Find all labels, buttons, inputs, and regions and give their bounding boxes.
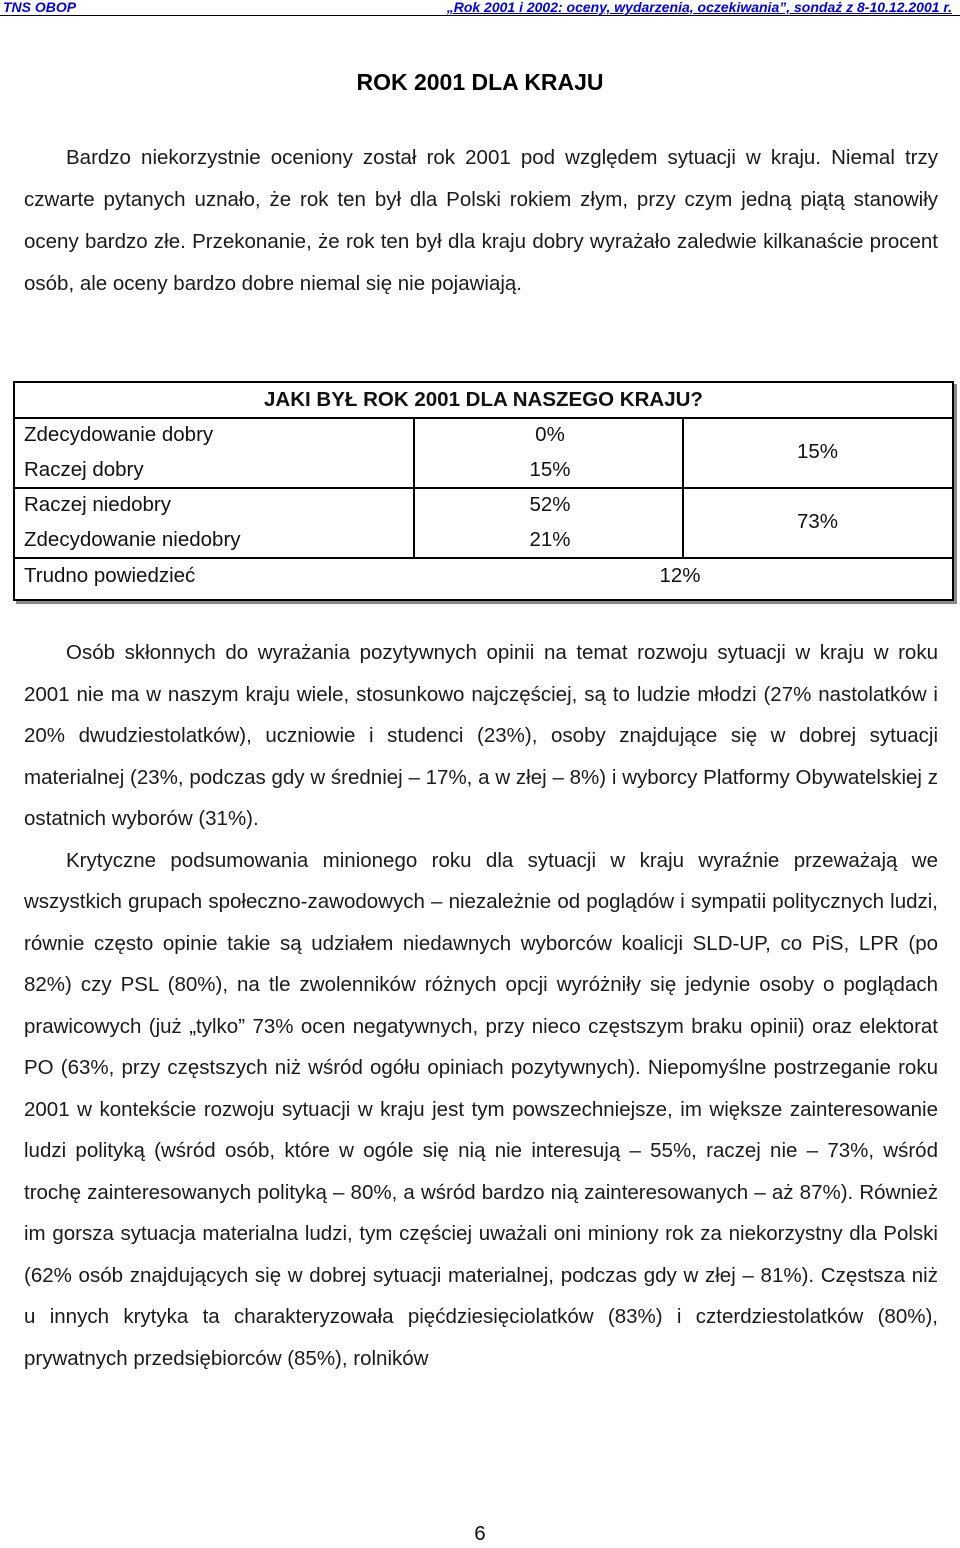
row-label: Raczej dobry — [24, 458, 144, 481]
row-label: Raczej niedobry — [24, 493, 171, 516]
header-left: TNS OBOP — [3, 0, 77, 15]
dont-know-value: 12% — [659, 564, 701, 587]
page-number: 6 — [474, 1522, 486, 1545]
section-title: ROK 2001 DLA KRAJU — [356, 69, 604, 95]
row-value: 21% — [529, 528, 571, 551]
intro-paragraph — [24, 137, 938, 305]
row-value: 15% — [529, 458, 571, 481]
total-negative: 73% — [796, 510, 839, 533]
dont-know-label: Trudno powiedzieć — [24, 564, 196, 587]
row-value: 52% — [529, 493, 571, 516]
row-value: 0% — [535, 423, 565, 446]
body-paragraph — [24, 632, 938, 1379]
body-paragraph-text: Osób skłonnych do wyrażania pozytywnych opinii na temat rozwoju sytuacji w kraju w roku 2001 nie ma w naszym kraju wiele, stosunkowo najczęściej, są to ludzie młodzi (27% nastolatków i 20% dwudziestolatków), uczniowie i studenci (23%), osoby znajdujące się w dobrej sytuacji materialnej (23%, podczas gdy w średniej – 17%, a w złej – 8%) i wyborcy Platformy Obywatelskiej z ostatnich wyborów (31%). — [24, 641, 938, 830]
grid-line — [682, 487, 952, 489]
intro-paragraph-text: Bardzo niekorzystnie oceniony został rok 2001 pod względem sytuacji w kraju. Niemal trzy czwarte pytanych uznało, że rok ten był dla Polski rokiem złym, przy czym jedną piątą stanowiły oceny bardzo złe. Przekonanie, że rok ten był dla kraju dobry wyrażało zaledwie kilkanaście procent osób, ale oceny bardzo dobre niemal się nie pojawiają. — [24, 146, 938, 295]
table-title: JAKI BYŁ ROK 2001 DLA NASZEGO KRAJU? — [264, 388, 703, 411]
body-paragraph-2-text: Krytyczne podsumowania minionego roku dla sytuacji w kraju wyraźnie przeważają we wszystkich grupach społeczno-zawodowych – niezależnie od poglądów i sympatii politycznych ludzi, równie często opinie takie są udziałem niedawnych wyborców koalicji SLD-UP, co PiS, LPR (po 82%) czy PSL (80%), na tle zwolenników różnych opcji wyróżniły się jedynie osoby o poglądach prawicowych (już „tylko” 73% ocen negatywnych, przy nieco częstszym braku opinii) oraz elektorat PO (63%, przy częstszych niż wśród ogółu opiniach pozytywnych). Niepomyślne postrzeganie roku 2001 w kontekście rozwoju sytuacji w kraju jest tym powszechniejsze, im większe zainteresowanie ludzi polityką (wśród osób, które w ogóle się nią nie interesują – 55%, raczej nie – 73%, wśród trochę zainteresowanych polityką – 80%, a wśród bardzo nią zainteresowanych – aż 87%). Również im gorsza sytuacja materialna ludzi, tym częściej uważali oni miniony rok za niekorzystny dla Polski (62% osób znajdujących się w dobrej sytuacji materialnej, podczas gdy w złej – 81%). Częstsza niż u innych krytyka ta charakteryzowała pięćdziesięciolatków (83%) i czterdziestolatków (80%), prywatnych przedsiębiorców (85%), rolników — [24, 848, 938, 1370]
row-label: Zdecydowanie niedobry — [24, 528, 241, 551]
table-grid — [15, 417, 952, 599]
row-label: Zdecydowanie dobry — [24, 423, 214, 446]
page-header — [0, 0, 960, 16]
total-positive: 15% — [796, 440, 839, 463]
header-right-link[interactable]: „Rok 2001 i 2002: oceny, wydarzenia, oczekiwania”, sondaż z 8-10.12.2001 r. — [446, 0, 952, 15]
results-table — [13, 381, 954, 601]
